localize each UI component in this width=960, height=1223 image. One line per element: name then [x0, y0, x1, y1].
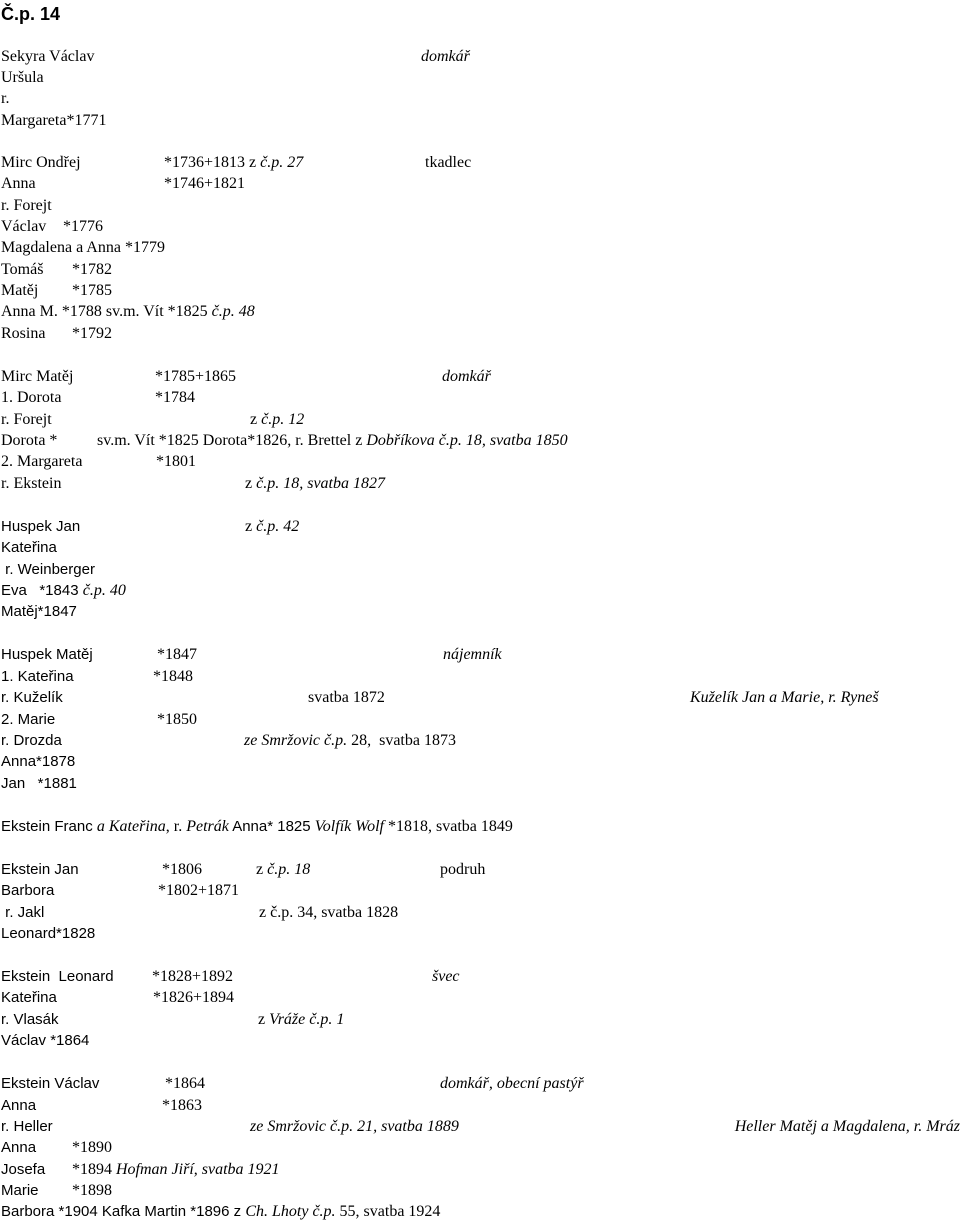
origin: z Vráže č.p. 1	[258, 1011, 345, 1028]
birth-year: *1848	[153, 668, 193, 685]
record-line	[0, 1030, 960, 1052]
occupation: tkadlec	[425, 154, 472, 171]
person-name: Ekstein Václav	[1, 1075, 100, 1092]
child-name: Marie	[1, 1182, 39, 1199]
birth-year: *1863	[162, 1097, 202, 1114]
person-name: Margareta*1771	[1, 112, 107, 129]
birth-year: *1898	[72, 1182, 112, 1199]
record-line	[0, 559, 960, 581]
record-line	[0, 1159, 960, 1181]
child-entry: *1894 Hofman Jiří, svatba 1921	[72, 1161, 280, 1178]
record-line	[0, 323, 960, 345]
record-line	[0, 966, 960, 988]
record-line	[0, 280, 960, 302]
origin: z č.p. 34, svatba 1828	[259, 904, 399, 921]
record-line	[0, 110, 960, 132]
record-line	[0, 1201, 960, 1223]
child-name: Václav	[1, 218, 47, 235]
origin: ze Smržovic č.p. 28, svatba 1873	[244, 732, 456, 749]
birth-year: *1801	[156, 453, 196, 470]
record-line	[0, 773, 960, 795]
record-line	[0, 687, 960, 709]
life-dates: *1736+1813 z č.p. 27	[164, 154, 304, 171]
child-entry: Jan *1881	[1, 775, 77, 792]
record-line	[0, 880, 960, 902]
record-line	[0, 1180, 960, 1202]
life-dates: *1828+1892	[152, 968, 234, 985]
occupation: nájemník	[443, 646, 502, 663]
record-line	[0, 387, 960, 409]
record-line	[0, 666, 960, 688]
child-entry: Leonard*1828	[1, 925, 96, 942]
maiden-name: r. Drozda	[1, 732, 62, 749]
record-line	[0, 751, 960, 773]
person-name: Anna	[1, 175, 36, 192]
child-name: Matěj	[1, 282, 39, 299]
record-line	[0, 451, 960, 473]
record-line	[0, 859, 960, 881]
child-entry: Barbora *1904 Kafka Martin *1896 z Ch. Lhoty č.p. 55, svatba 1924	[1, 1203, 441, 1220]
maiden-name: r. Forejt	[1, 411, 52, 428]
maiden-name: r. Kuželík	[1, 689, 63, 706]
child-name: Anna	[1, 1139, 37, 1156]
origin: z č.p. 42	[245, 518, 300, 535]
birth-year: *1890	[72, 1139, 112, 1156]
child-entry: Matěj*1847	[1, 603, 77, 620]
occupation: domkář, obecní pastýř	[440, 1075, 584, 1092]
child-entry: Eva *1843 č.p. 40	[1, 582, 126, 599]
birth-year: *1776	[63, 218, 103, 235]
person-name: Mirc Matěj	[1, 368, 74, 385]
record-line	[0, 1095, 960, 1117]
record-line	[0, 88, 960, 110]
maiden-name: r. Heller	[1, 1118, 53, 1135]
occupation: domkář	[421, 48, 470, 65]
child-entry: Anna M. *1788 sv.m. Vít *1825 č.p. 48	[1, 303, 255, 320]
record-line	[0, 902, 960, 924]
record-line	[0, 67, 960, 89]
record-line	[0, 237, 960, 259]
wedding: svatba 1872	[308, 689, 385, 706]
person-entry: Ekstein Franc a Kateřina, r. Petrák Anna* 1825 Volfík Wolf *1818, svatba 1849	[1, 818, 513, 835]
person-name: Uršula	[1, 69, 44, 86]
record-line	[0, 216, 960, 238]
birth-year: *1784	[155, 389, 195, 406]
record-line	[0, 301, 960, 323]
life-dates: *1746+1821	[164, 175, 246, 192]
maiden-name: r. Ekstein	[1, 475, 62, 492]
person-name: 1. Dorota	[1, 389, 62, 406]
record-line	[0, 1116, 960, 1138]
child-entry: sv.m. Vít *1825 Dorota*1826, r. Brettel z Dobříkova č.p. 18, svatba 1850	[97, 432, 568, 449]
record-line	[0, 259, 960, 281]
birth-year: *1850	[157, 711, 197, 728]
record-line	[0, 473, 960, 495]
child-name: Rosina	[1, 325, 46, 342]
occupation: podruh	[440, 861, 486, 878]
parents-note: Heller Matěj a Magdalena, r. Mráz	[734, 1118, 960, 1135]
life-dates: *1802+1871	[158, 882, 240, 899]
person-name: 2. Marie	[1, 711, 56, 728]
page-title: Č.p. 14	[1, 4, 61, 24]
occupation: domkář	[442, 368, 491, 385]
record-line	[0, 1137, 960, 1159]
birth-year: *1806	[162, 861, 202, 878]
record-line	[0, 173, 960, 195]
life-dates: *1826+1894	[153, 989, 235, 1006]
person-name: Barbora	[1, 882, 55, 899]
birth-year: *1785	[72, 282, 112, 299]
record-line	[0, 730, 960, 752]
record-line	[0, 516, 960, 538]
person-name: Sekyra Václav	[1, 48, 95, 65]
record-line	[0, 580, 960, 602]
person-name: Anna	[1, 1097, 37, 1114]
child-name: Dorota *	[1, 432, 58, 449]
person-name: Ekstein Leonard	[1, 968, 114, 985]
record-line	[0, 816, 960, 838]
record-line	[0, 987, 960, 1009]
person-name: Huspek Matěj	[1, 646, 93, 663]
maiden-name: r. Forejt	[1, 197, 52, 214]
origin: z č.p. 18, svatba 1827	[245, 475, 385, 492]
person-name: Kateřina	[1, 989, 57, 1006]
person-name: Mirc Ondřej	[1, 154, 81, 171]
record-line	[0, 1073, 960, 1095]
record-line	[0, 644, 960, 666]
record-line	[0, 537, 960, 559]
record-line	[0, 152, 960, 174]
origin: ze Smržovic č.p. 21, svatba 1889	[250, 1118, 459, 1135]
record-line	[0, 46, 960, 68]
origin: z č.p. 18	[256, 861, 311, 878]
maiden-name: r.	[1, 90, 10, 107]
record-line	[0, 709, 960, 731]
person-name: 2. Margareta	[1, 453, 83, 470]
record-line	[0, 601, 960, 623]
person-name: 1. Kateřina	[1, 668, 74, 685]
birth-year: *1792	[72, 325, 112, 342]
maiden-name: r. Jakl	[1, 904, 45, 921]
child-entry: Magdalena a Anna *1779	[1, 239, 165, 256]
record-line	[0, 366, 960, 388]
person-name: Ekstein Jan	[1, 861, 79, 878]
birth-year: *1864	[165, 1075, 205, 1092]
life-dates: *1785+1865	[155, 368, 237, 385]
occupation: švec	[432, 968, 460, 985]
child-name: Josefa	[1, 1161, 46, 1178]
person-name: Huspek Jan	[1, 518, 81, 535]
record-line	[0, 195, 960, 217]
person-name: Kateřina	[1, 539, 57, 556]
record-line	[0, 923, 960, 945]
record-line	[0, 1009, 960, 1031]
child-entry: Anna*1878	[1, 753, 76, 770]
birth-year: *1847	[157, 646, 197, 663]
child-entry: Václav *1864	[1, 1032, 90, 1049]
child-name: Tomáš	[1, 261, 44, 278]
record-line	[0, 430, 960, 452]
record-line	[0, 409, 960, 431]
maiden-name: r. Vlasák	[1, 1011, 59, 1028]
origin: z č.p. 12	[250, 411, 305, 428]
parents-note: Kuželík Jan a Marie, r. Ryneš	[690, 689, 879, 706]
maiden-name: r. Weinberger	[1, 561, 95, 578]
birth-year: *1782	[72, 261, 112, 278]
